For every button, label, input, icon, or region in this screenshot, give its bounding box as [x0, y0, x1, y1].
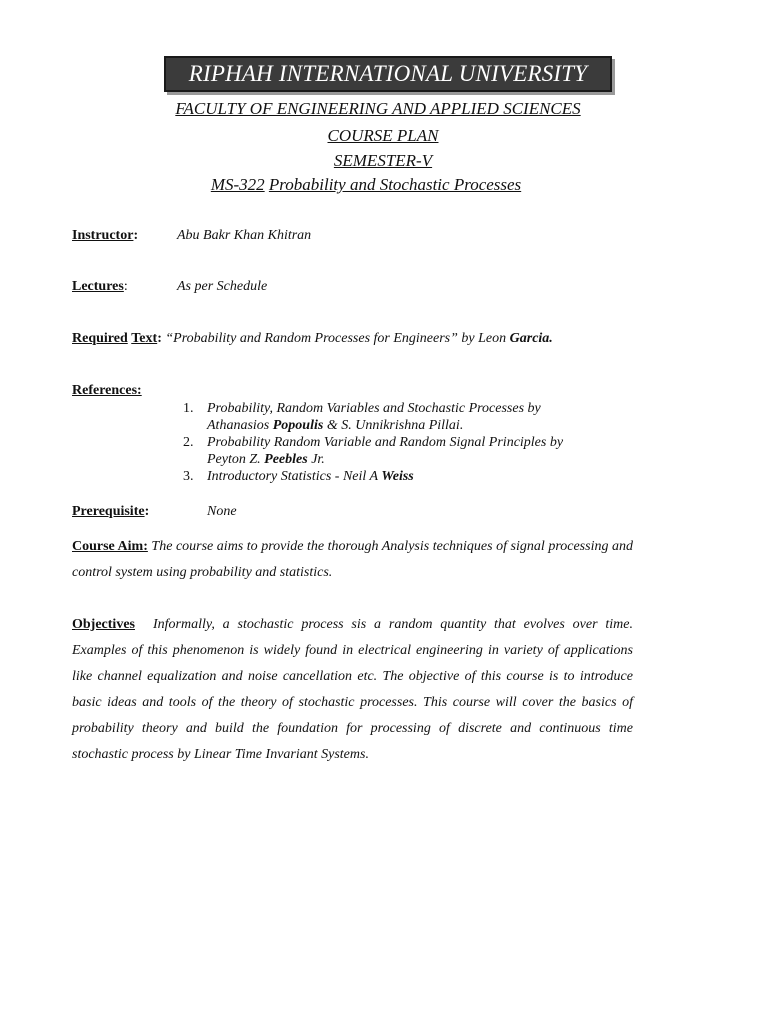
faculty-heading: FACULTY OF ENGINEERING AND APPLIED SCIENCES [175, 99, 581, 118]
lectures-label: Lectures: [72, 279, 128, 294]
references-list [183, 400, 563, 485]
course-title: Probability and Stochastic Processes [268, 175, 522, 194]
text-label: Text [131, 331, 158, 346]
objectives-label: Objectives [72, 617, 135, 632]
semester-heading: SEMESTER-V [333, 151, 433, 170]
course-heading [0, 175, 750, 195]
course-aim-label: Course Aim: [72, 539, 148, 554]
course-aim-text: The course aims to provide the thorough Analysis techniques of signal processing and control system using probability and statistics. [72, 539, 634, 580]
list-item: 3. Introductory Statistics - Neil A Weiss [183, 469, 414, 484]
list-item: 2. Probability Random Variable and Random Signal Principles by Peyton Z. Peebles Jr. [183, 435, 564, 467]
university-title: RIPHAH INTERNATIONAL UNIVERSITY [188, 61, 588, 86]
instructor-label: Instructor: [72, 228, 139, 243]
objectives-text: Informally, a stochastic process sis a random quantity that evolves over time. Examples of this phenomenon is widely found in electrical engineering in variety of applications like channel equalization and noise cancellation etc. The objective of this course is to introduce basic ideas and tools of the theory of stochastic processes. This course will cover the basics of probability theory and build the foundation for processing of discrete and continuous time stochastic process by Linear Time Invariant Systems. [72, 617, 633, 762]
required-text-row: Required Text: “Probability and Random Processes for Engineers” by Leon Garcia. [72, 331, 553, 346]
required-text-author: Garcia. [509, 331, 553, 346]
required-label: Required [72, 331, 128, 346]
references-label: References: [72, 383, 142, 398]
course-code: MS-322 [210, 175, 265, 194]
required-text-value: “Probability and Random Processes for Engineers” by Leon [165, 331, 510, 346]
university-banner [164, 56, 612, 92]
course-plan-heading: COURSE PLAN [327, 126, 439, 145]
prerequisite-label: Prerequisite: [72, 504, 150, 519]
instructor-value: Abu Bakr Khan Khitran [177, 228, 312, 243]
lectures-value: As per Schedule [177, 279, 268, 294]
list-item: 1. Probability, Random Variables and Stochastic Processes by Athanasios Popoulis & S. Unnikrishna Pillai. [183, 401, 541, 433]
course-aim-paragraph [72, 534, 633, 586]
prerequisite-value: None [207, 504, 237, 519]
objectives-paragraph [72, 612, 633, 768]
